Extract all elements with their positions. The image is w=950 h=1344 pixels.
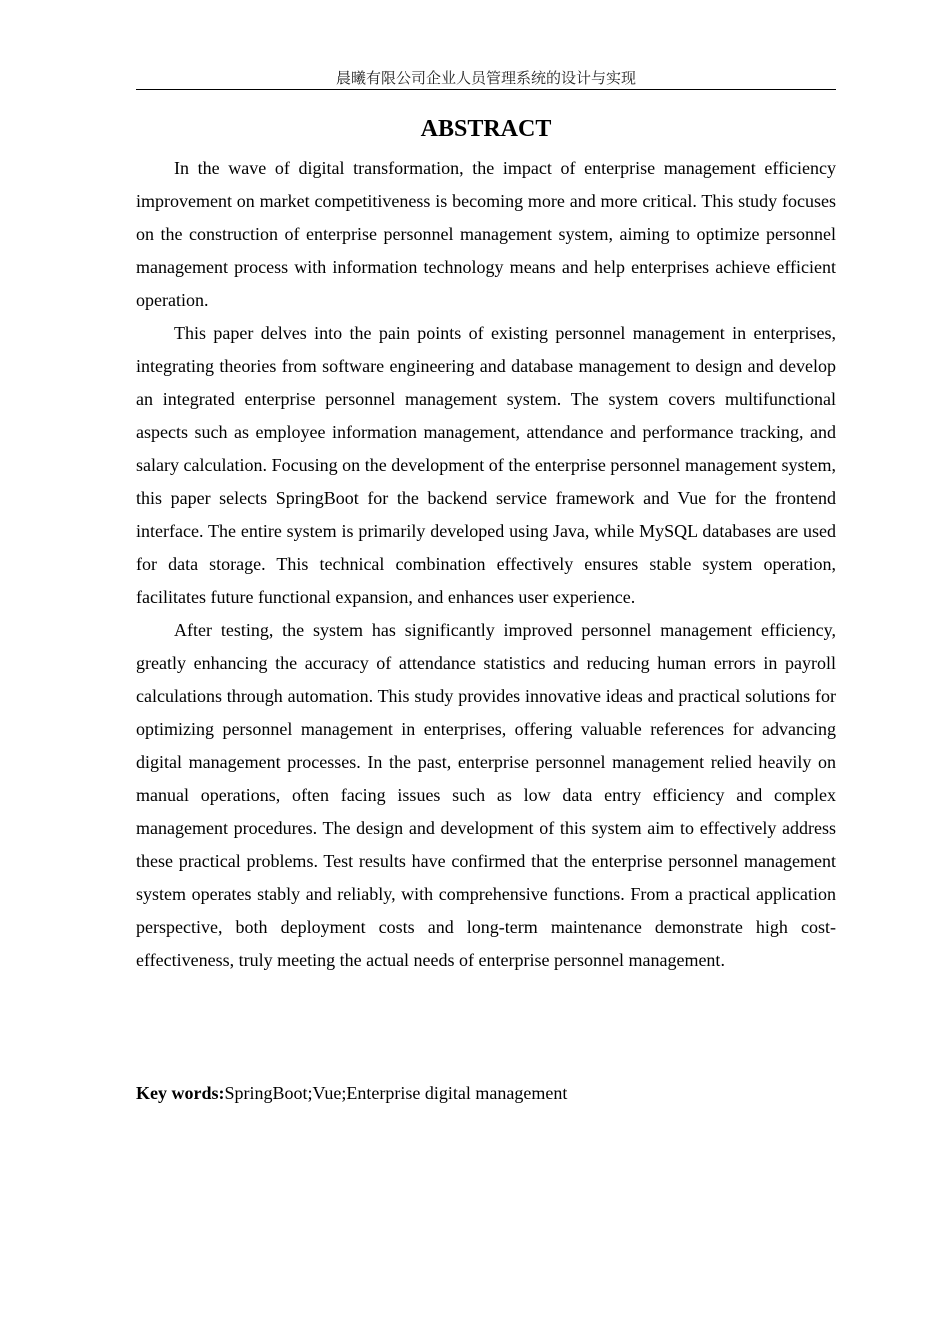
keywords-line bbox=[136, 1077, 836, 1110]
abstract-paragraph-2: This paper delves into the pain points of existing personnel management in enterprises, integrating theories from software engineering and database management to design and develop an integrated enterprise personnel management system. The system covers multifunctional aspects such as employee information management, attendance and performance tracking, and salary calculation. Focusing on the development of the enterprise personnel management system, this paper selects SpringBoot for the backend service framework and Vue for the frontend interface. The entire system is primarily developed using Java, while MySQL databases are used for data storage. This technical combination effectively ensures stable system operation, facilitates future functional expansion, and enhances user experience. bbox=[136, 323, 836, 607]
header-rule bbox=[136, 89, 836, 90]
abstract-paragraph-3: After testing, the system has significantly improved personnel management efficiency, greatly enhancing the accuracy of attendance statistics and reducing human errors in payroll calculations through automation. This study provides innovative ideas and practical solutions for optimizing personnel management in enterprises, offering valuable references for advancing digital management processes. In the past, enterprise personnel management relied heavily on manual operations, often facing issues such as low data entry efficiency and complex management procedures. The design and development of this system aim to effectively address these practical problems. Test results have confirmed that the enterprise personnel management system operates stably and reliably, with comprehensive functions. From a practical application perspective, both deployment costs and long-term maintenance demonstrate high cost-effectiveness, truly meeting the actual needs of enterprise personnel management. bbox=[136, 620, 836, 970]
abstract-paragraph-1: In the wave of digital transformation, the impact of enterprise management efficiency improvement on market competitiveness is becoming more and more critical. This study focuses on the construction of enterprise personnel management system, aiming to optimize personnel management process with information technology means and help enterprises achieve efficient operation. bbox=[136, 158, 836, 310]
abstract-title: ABSTRACT bbox=[420, 116, 552, 142]
abstract-body bbox=[136, 152, 836, 977]
running-header: 晨曦有限公司企业人员管理系统的设计与实现 bbox=[335, 69, 636, 87]
keywords-label: Key words: bbox=[136, 1083, 225, 1103]
keywords-value: SpringBoot;Vue;Enterprise digital management bbox=[224, 1083, 568, 1103]
